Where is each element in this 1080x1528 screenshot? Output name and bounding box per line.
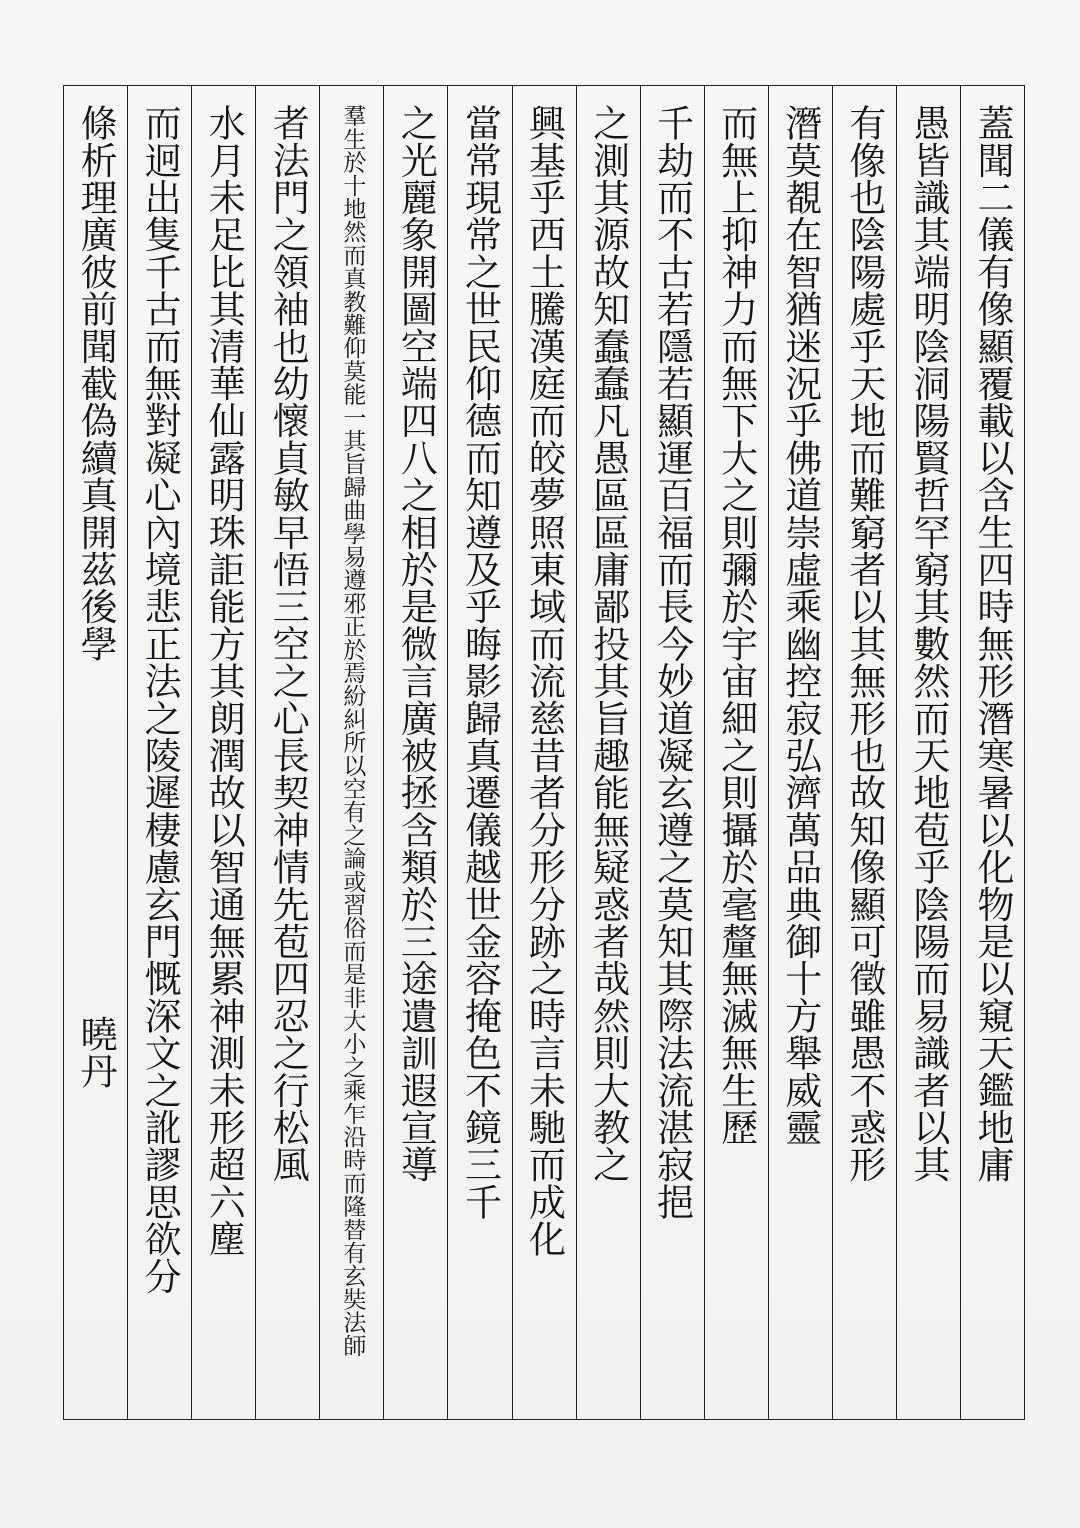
text-column-11 — [319, 86, 383, 1419]
text-column-9 — [447, 86, 511, 1419]
column-text: 當常現常之世民仰德而知遵及乎晦影歸真遷儀越世金容掩色不鏡三千 — [458, 104, 502, 1220]
column-text: 而迥出隻千古而無對凝心內境悲正法之陵遲棲慮玄門慨深文之訛謬思欲分 — [138, 104, 182, 1295]
signature: 曉丹 — [74, 1015, 118, 1089]
text-column-1 — [960, 86, 1024, 1419]
text-column-5 — [704, 86, 768, 1419]
text-column-15 — [64, 86, 127, 1419]
column-text: 羣生於十地然而真教難仰莫能一其旨歸曲學易遵邪正於焉紛糾所以空有之論或習俗而是非大小之乘乍沿時而隆替有玄奘法師 — [339, 104, 366, 1357]
column-text: 愚皆識其端明陰洞陽賢哲罕窮其數然而天地苞乎陰陽而易識者以其 — [906, 104, 950, 1183]
text-column-8 — [512, 86, 576, 1419]
column-text: 條析理廣彼前聞截偽續真開茲後學 — [74, 104, 118, 662]
text-column-3 — [832, 86, 896, 1419]
column-text: 千劫而不古若隱若顯運百福而長今妙道凝玄遵之莫知其際法流湛寂挹 — [650, 104, 694, 1220]
grid-frame — [63, 85, 1025, 1420]
text-column-14 — [127, 86, 191, 1419]
text-column-4 — [768, 86, 832, 1419]
column-text: 之測其源故知蠢蠢凡愚區區庸鄙投其旨趣能無疑惑者哉然則大教之 — [586, 104, 630, 1183]
column-text: 蓋聞二儀有像顯覆載以含生四時無形潛寒暑以化物是以窺天鑑地庸 — [970, 104, 1014, 1183]
column-text: 水月未足比其清華仙露明珠詎能方其朗潤故以智通無累神測未形超六塵 — [202, 104, 246, 1258]
text-column-2 — [896, 86, 960, 1419]
text-column-13 — [191, 86, 255, 1419]
column-text: 之光麗象開圖空端四八之相於是微言廣被拯含類於三途遺訓遐宣導 — [394, 104, 438, 1183]
text-column-7 — [576, 86, 640, 1419]
column-text: 潛莫覩在智猶迷況乎佛道崇虛乘幽控寂弘濟萬品典御十方舉威靈 — [778, 104, 822, 1146]
text-column-6 — [640, 86, 704, 1419]
column-text: 有像也陰陽處乎天地而難窮者以其無形也故知像顯可徵雖愚不惑形 — [842, 104, 886, 1183]
text-column-10 — [383, 86, 447, 1419]
column-text: 而無上抑神力而無下大之則彌於宇宙細之則攝於毫釐無滅無生歷 — [714, 104, 758, 1146]
text-column-12 — [255, 86, 319, 1419]
column-text: 興基乎西土騰漢庭而皎夢照東域而流慈昔者分形分跡之時言未馳而成化 — [522, 104, 566, 1258]
column-text: 者法門之領袖也幼懷貞敏早悟三空之心長契神情先苞四忍之行松風 — [266, 104, 310, 1183]
